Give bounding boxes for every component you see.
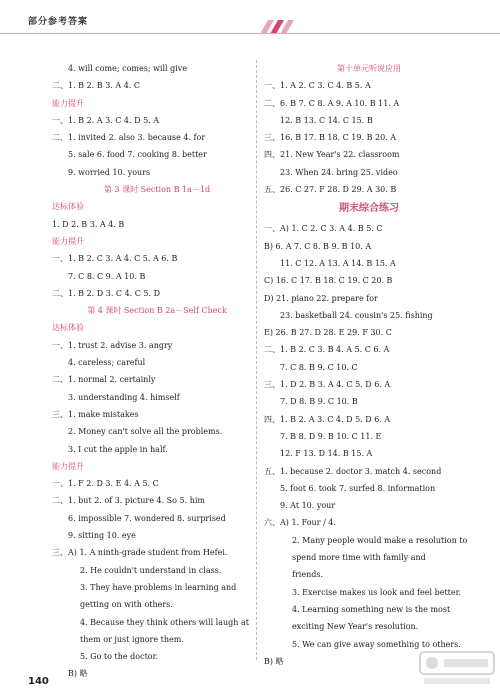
- right-column: [264, 60, 474, 670]
- page-header: [0, 0, 500, 40]
- watermark-logo: [418, 648, 496, 688]
- answer-line: 12. B 13. C 14. C 15. B: [280, 115, 373, 125]
- answer-line: 11. C 12. A 13. A 14. B 15. A: [280, 258, 396, 268]
- answer-line: 二、1. B 2. C 3. B 4. A 5. C 6. A: [264, 345, 390, 355]
- answer-line: C) 16. C 17. B 18. C 19. C 20. B: [264, 276, 393, 286]
- answer-line: 3. Exercise makes us look and feel better.: [292, 587, 462, 597]
- answer-line: 一、A) 1. C 2. C 3. A 4. B 5. C: [264, 224, 383, 234]
- answer-line: 三、A) 1. A ninth-grade student from Hefei.: [52, 548, 228, 558]
- answer-line: 4. will come; comes; will give: [68, 64, 188, 73]
- header-title: 部分参考答案: [28, 17, 89, 27]
- final-review-heading: 期末综合练习: [339, 203, 399, 215]
- answer-line: 二、1. but 2. of 3. picture 4. So 5. him: [52, 496, 205, 506]
- answer-line: 4. Because they think others will laugh at: [80, 617, 249, 627]
- answer-line: 四、21. New Year's 22. classroom: [264, 150, 400, 160]
- answer-line: 三、1. D 2. B 3. A 4. C 5. D 6. A: [264, 380, 391, 390]
- answer-line: 二、6. B 7. C 8. A 9. A 10. B 11. A: [264, 98, 400, 108]
- answer-line: 5. We can give away something to others.: [292, 639, 461, 649]
- answer-line: 一、1. trust 2. advise 3. angry: [52, 340, 173, 350]
- answer-line: 9. At 10. your: [280, 501, 336, 511]
- answer-line: 2. Many people would make a resolution to: [292, 535, 468, 545]
- header-decoration: [250, 18, 500, 34]
- answer-line: 7. C 8. B 9. C 10. C: [280, 362, 358, 372]
- answer-line: 4. Learning something new is the most: [292, 604, 451, 614]
- answer-line: 23. basketball 24. cousin's 25. fishing: [280, 310, 433, 320]
- answer-line: friends.: [292, 570, 323, 580]
- page-number: 140: [28, 676, 49, 687]
- answer-line: 四、1. B 2. A 3. C 4. D 5. D 6. A: [264, 414, 391, 424]
- left-column: [52, 60, 262, 683]
- answer-line: 5. sale 6. food 7. cooking 8. better: [68, 150, 207, 160]
- answer-line: 三、1. make mistakes: [52, 409, 139, 419]
- answer-line: 二、1. normal 2. certainly: [52, 375, 156, 385]
- header-rule: [0, 33, 500, 34]
- answer-line: getting on with others.: [80, 600, 173, 610]
- section-label: 达标体验: [52, 323, 84, 333]
- answer-line: 2. Money can't solve all the problems.: [68, 427, 223, 437]
- answer-line: 五、26. C 27. F 28. D 29. A 30. B: [264, 185, 397, 195]
- answer-line: 二、1. B 2. B 3. A 4. C: [52, 81, 140, 91]
- answer-line: 一、1. B 2. A 3. C 4. D 5. A: [52, 115, 160, 125]
- answer-line: 2. He couldn't understand in class.: [80, 565, 222, 575]
- section-label: 能力提升: [52, 236, 84, 246]
- answer-line: 9. worried 10. yours: [68, 167, 151, 177]
- answer-line: 二、1. invited 2. also 3. because 4. for: [52, 133, 206, 143]
- answer-line: D) 21. piano 22. prepare for: [264, 293, 378, 303]
- lesson-heading: 第 3 课时 Section B 1a－1d: [103, 185, 211, 195]
- answer-line: 9. sitting 10. eye: [68, 531, 136, 541]
- answer-line: 7. B 8. D 9. B 10. C 11. E: [280, 431, 382, 441]
- answer-line: them or just ignore them.: [80, 634, 184, 644]
- answer-line: spend more time with family and: [292, 553, 426, 563]
- answer-line: exciting New Year's resolution.: [292, 622, 419, 632]
- answer-line: B) 略: [68, 669, 88, 679]
- answer-line: 三、16. B 17. B 18. C 19. B 20. A: [264, 133, 397, 143]
- answer-line: 3. understanding 4. himself: [68, 392, 180, 402]
- answer-line: E) 26. B 27. D 28. E 29. F 30. C: [264, 328, 392, 338]
- unit-heading: 第十单元听说应用: [337, 64, 401, 73]
- answer-line: 23. When 24. bring 25. video: [280, 167, 398, 177]
- answer-line: 7. C 8. C 9. A 10. B: [68, 271, 146, 281]
- section-label: 能力提升: [52, 98, 84, 108]
- answer-line: 3. I cut the apple in half.: [68, 444, 168, 454]
- answer-line: 1. D 2. B 3. A 4. B: [52, 219, 125, 229]
- answer-line: 5. Go to the doctor.: [80, 652, 159, 662]
- answer-line: 一、1. B 2. C 3. A 4. C 5. A 6. B: [52, 254, 178, 264]
- answer-line: 5. foot 6. took 7. surfed 8. information: [280, 483, 436, 493]
- column-divider: [256, 60, 257, 660]
- section-label: 能力提升: [52, 461, 84, 471]
- answer-line: 五、1. because 2. doctor 3. match 4. second: [264, 466, 442, 476]
- answer-line: 一、1. F 2. D 3. E 4. A 5. C: [52, 479, 159, 489]
- answer-line: B) 6. A 7. C 8. B 9. B 10. A: [264, 241, 372, 251]
- answer-line: 二、1. B 2. D 3. C 4. C 5. D: [52, 288, 160, 298]
- answer-line: 六、A) 1. Four / 4.: [264, 518, 336, 528]
- answer-line: 7. D 8. B 9. C 10. B: [280, 397, 358, 407]
- answer-line: 4. careless; careful: [68, 358, 146, 368]
- answer-line: 12. F 13. D 14. B 15. A: [280, 449, 373, 459]
- answer-line: B) 略: [264, 656, 284, 666]
- section-label: 达标体验: [52, 202, 84, 212]
- answer-line: 3. They have problems in learning and: [80, 582, 237, 592]
- lesson-heading: 第 4 课时 Section B 2a－Self Check: [87, 306, 227, 316]
- answer-line: 6. impossible 7. wondered 8. surprised: [68, 513, 226, 523]
- answer-line: 一、1. A 2. C 3. C 4. B 5. A: [264, 81, 371, 91]
